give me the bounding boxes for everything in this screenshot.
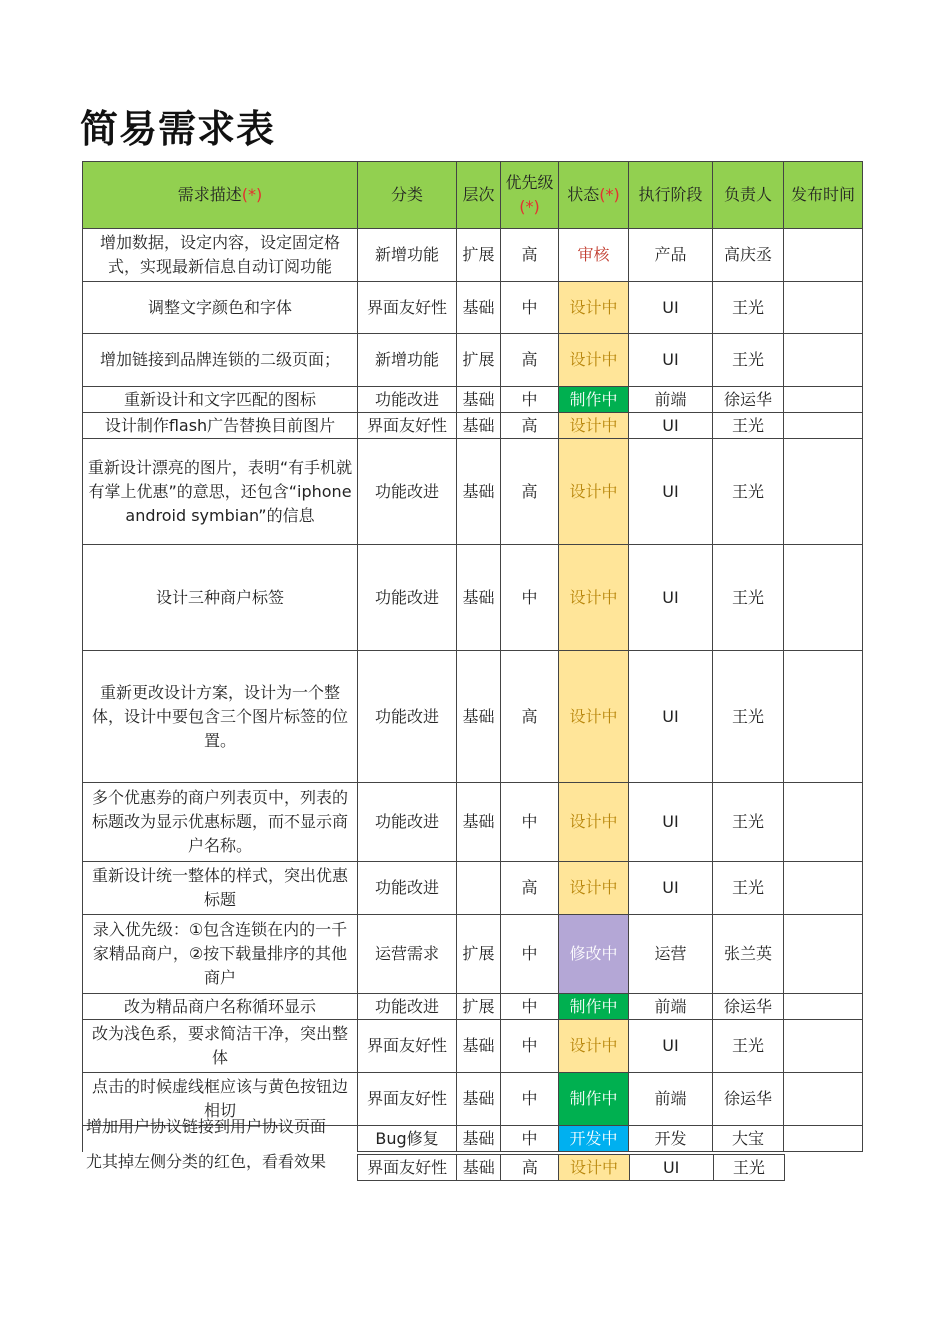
cell-level: 扩展	[457, 334, 501, 387]
table-row	[83, 439, 863, 545]
cell-category: 新增功能	[358, 334, 457, 387]
cell-priority: 高	[501, 413, 559, 439]
cell-desc: 增加数据，设定内容，设定固定格式，实现最新信息自动订阅功能	[83, 229, 358, 282]
cell-status: 设计中	[559, 862, 629, 915]
cell-phase: 前端	[629, 994, 713, 1020]
cell-desc: 增加链接到品牌连锁的二级页面；	[83, 334, 358, 387]
header-row	[83, 162, 863, 229]
header-phase: 执行阶段	[629, 162, 713, 229]
cell-owner: 王光	[713, 651, 784, 783]
table-row	[83, 783, 863, 862]
cell-release	[784, 413, 863, 439]
cell-status: 设计中	[559, 413, 629, 439]
requirements-table-tail	[357, 1154, 785, 1181]
cell-phase: UI	[629, 282, 713, 334]
table-row	[83, 229, 863, 282]
cell-owner: 高庆丞	[713, 229, 784, 282]
requirements-table	[82, 161, 863, 1152]
cell-status: 开发中	[559, 1126, 629, 1152]
cell-status: 设计中	[559, 1020, 629, 1073]
table-row	[83, 915, 863, 994]
cell-phase: 产品	[629, 229, 713, 282]
cell-priority: 高	[501, 651, 559, 783]
cell-priority: 中	[501, 545, 559, 651]
cell-phase: UI	[629, 1020, 713, 1073]
header-status: 状态(*)	[559, 162, 629, 229]
cell-release	[784, 282, 863, 334]
cell-priority: 高	[501, 439, 559, 545]
cell-category: 新增功能	[358, 229, 457, 282]
cell-category: 界面友好性	[358, 1155, 457, 1181]
header-level: 层次	[457, 162, 501, 229]
cell-level: 基础	[457, 651, 501, 783]
cell-owner: 王光	[713, 1155, 784, 1181]
cell-status: 设计中	[559, 1155, 629, 1181]
cell-level: 基础	[457, 1073, 501, 1126]
cell-desc: 重新设计和文字匹配的图标	[83, 387, 358, 413]
cell-status: 设计中	[559, 545, 629, 651]
cell-release	[784, 994, 863, 1020]
cell-priority: 中	[501, 783, 559, 862]
cell-status: 制作中	[559, 387, 629, 413]
table-row	[83, 994, 863, 1020]
cell-category: 功能改进	[358, 994, 457, 1020]
cell-status: 设计中	[559, 783, 629, 862]
table-row	[83, 334, 863, 387]
header-priority: 优先级 (*)	[501, 162, 559, 229]
cell-desc: 重新设计漂亮的图片，表明“有手机就有掌上优惠”的意思，还包含“iphone android symbian”的信息	[83, 439, 358, 545]
cell-release	[784, 862, 863, 915]
cell-category: 界面友好性	[358, 1073, 457, 1126]
cell-category: 功能改进	[358, 862, 457, 915]
cell-desc: 设计三种商户标签	[83, 545, 358, 651]
table-row	[83, 282, 863, 334]
header-release: 发布时间	[784, 162, 863, 229]
cell-level	[457, 862, 501, 915]
cell-priority: 高	[501, 334, 559, 387]
cell-release	[784, 545, 863, 651]
cell-level: 基础	[457, 1155, 501, 1181]
cell-status: 制作中	[559, 1073, 629, 1126]
cell-level: 扩展	[457, 229, 501, 282]
cell-phase: UI	[629, 545, 713, 651]
cell-status: 设计中	[559, 651, 629, 783]
cell-owner: 大宝	[713, 1126, 784, 1152]
cell-release	[784, 439, 863, 545]
cell-priority: 高	[501, 229, 559, 282]
cell-desc: 重新设计统一整体的样式，突出优惠标题	[83, 862, 358, 915]
cell-level: 扩展	[457, 915, 501, 994]
cell-category: 界面友好性	[358, 1020, 457, 1073]
table-row	[83, 651, 863, 783]
cell-desc: 录入优先级：①包含连锁在内的一千家精品商户，②按下载量排序的其他商户	[83, 915, 358, 994]
cell-release	[784, 229, 863, 282]
cell-status: 制作中	[559, 994, 629, 1020]
table-row	[358, 1155, 785, 1181]
cell-level: 基础	[457, 387, 501, 413]
cell-category: 功能改进	[358, 545, 457, 651]
cell-owner: 徐运华	[713, 387, 784, 413]
cell-phase: UI	[629, 439, 713, 545]
table-row	[83, 413, 863, 439]
cell-priority: 中	[501, 1073, 559, 1126]
cell-release	[784, 334, 863, 387]
cell-desc: 重新更改设计方案，设计为一个整体，设计中要包含三个图片标签的位置。	[83, 651, 358, 783]
cell-release	[784, 1073, 863, 1126]
cell-category: 界面友好性	[358, 282, 457, 334]
cell-owner: 王光	[713, 282, 784, 334]
cell-desc: 多个优惠券的商户列表页中，列表的标题改为显示优惠标题，而不显示商户名称。	[83, 783, 358, 862]
cell-category: 功能改进	[358, 651, 457, 783]
cell-status: 设计中	[559, 334, 629, 387]
table-row	[83, 1020, 863, 1073]
cell-status: 设计中	[559, 439, 629, 545]
cell-status: 修改中	[559, 915, 629, 994]
cell-phase: UI	[629, 783, 713, 862]
cell-phase: UI	[629, 334, 713, 387]
cell-desc: 改为精品商户名称循环显示	[83, 994, 358, 1020]
header-desc: 需求描述(*)	[83, 162, 358, 229]
cell-level: 扩展	[457, 994, 501, 1020]
page-title: 简易需求表	[80, 107, 276, 151]
cell-status: 审核	[559, 229, 629, 282]
header-category: 分类	[358, 162, 457, 229]
cell-level: 基础	[457, 545, 501, 651]
cell-desc: 改为浅色系，要求简洁干净，突出整体	[83, 1020, 358, 1073]
cell-priority: 中	[501, 915, 559, 994]
table-row	[83, 862, 863, 915]
cell-desc: 设计制作flash广告替换目前图片	[83, 413, 358, 439]
cell-owner: 王光	[713, 413, 784, 439]
overflowing-desc-text	[84, 1117, 356, 1171]
cell-priority: 中	[501, 282, 559, 334]
cell-phase: 开发	[629, 1126, 713, 1152]
table-row	[83, 387, 863, 413]
cell-category: 运营需求	[358, 915, 457, 994]
overflow-desc-tail: 尤其掉左侧分类的红色，看看效果	[86, 1152, 327, 1171]
cell-priority: 中	[501, 994, 559, 1020]
cell-phase: 前端	[629, 1073, 713, 1126]
cell-priority: 中	[501, 1126, 559, 1152]
overflow-desc-bug: 增加用户协议链接到用户协议页面	[86, 1117, 327, 1136]
cell-desc: 点击的时候虚线框应该与黄色按钮边相切	[83, 1073, 358, 1126]
cell-owner: 王光	[713, 334, 784, 387]
cell-category: 界面友好性	[358, 413, 457, 439]
cell-category: 功能改进	[358, 439, 457, 545]
cell-category: Bug修复	[358, 1126, 457, 1152]
cell-phase: 前端	[629, 387, 713, 413]
cell-level: 基础	[457, 1020, 501, 1073]
cell-level: 基础	[457, 1126, 501, 1152]
cell-phase: UI	[629, 413, 713, 439]
cell-priority: 中	[501, 387, 559, 413]
cell-owner: 张兰英	[713, 915, 784, 994]
cell-level: 基础	[457, 783, 501, 862]
cell-release	[784, 1020, 863, 1073]
cell-priority: 高	[501, 1155, 559, 1181]
cell-release	[784, 783, 863, 862]
cell-priority: 中	[501, 1020, 559, 1073]
cell-status: 设计中	[559, 282, 629, 334]
cell-release	[784, 915, 863, 994]
cell-level: 基础	[457, 413, 501, 439]
cell-release	[784, 1126, 863, 1152]
cell-category: 功能改进	[358, 783, 457, 862]
cell-owner: 王光	[713, 439, 784, 545]
cell-owner: 王光	[713, 545, 784, 651]
cell-level: 基础	[457, 439, 501, 545]
cell-owner: 王光	[713, 783, 784, 862]
cell-owner: 王光	[713, 862, 784, 915]
cell-release	[784, 651, 863, 783]
cell-category: 功能改进	[358, 387, 457, 413]
cell-owner: 王光	[713, 1020, 784, 1073]
cell-level: 基础	[457, 282, 501, 334]
cell-priority: 高	[501, 862, 559, 915]
cell-release	[784, 387, 863, 413]
cell-owner: 徐运华	[713, 994, 784, 1020]
table-row	[83, 545, 863, 651]
cell-desc: 调整文字颜色和字体	[83, 282, 358, 334]
cell-owner: 徐运华	[713, 1073, 784, 1126]
cell-phase: UI	[629, 1155, 713, 1181]
header-owner: 负责人	[713, 162, 784, 229]
cell-phase: UI	[629, 651, 713, 783]
cell-phase: UI	[629, 862, 713, 915]
cell-phase: 运营	[629, 915, 713, 994]
